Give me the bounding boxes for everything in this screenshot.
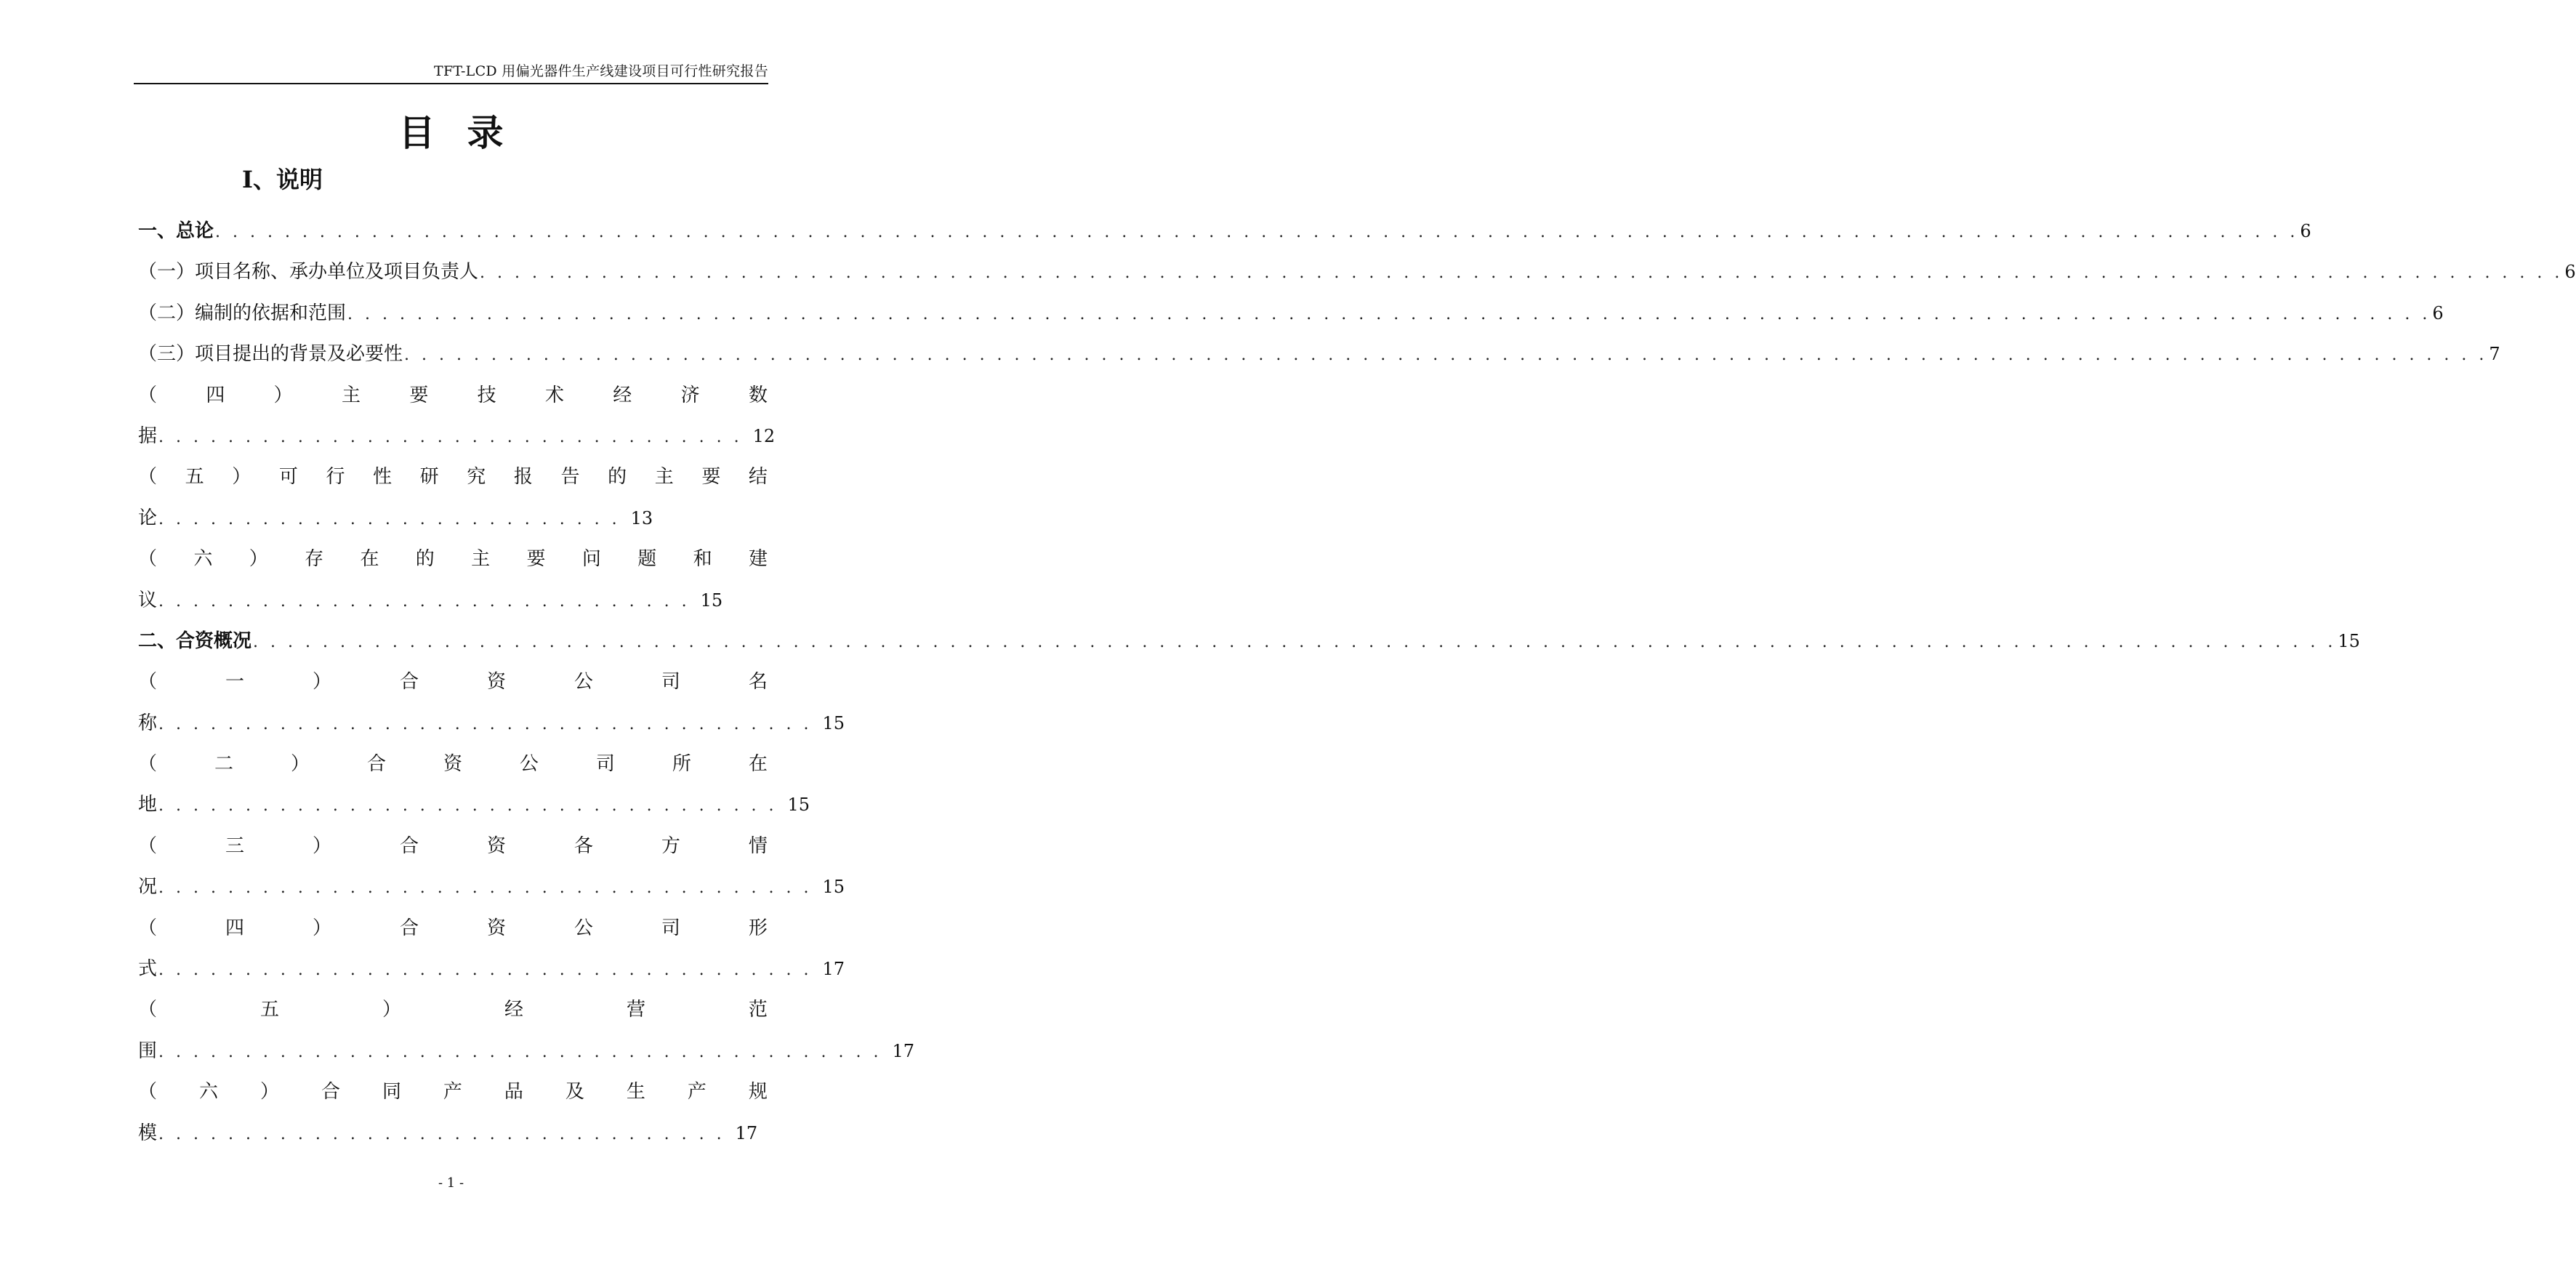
toc-dot-leader: . . . . . . . . . . . . . . . . . . . . . . . . . . . . . . . . . . . . . .: [158, 715, 813, 733]
toc-dot-leader: . . . . . . . . . . . . . . . . . . . . . . . . . . . . . . . . . . . . . . . . . . . . . . . . . . . . . . . . . . . . . . . . . . . . . . . . . . . . . . . . . . . . . . . . . . . . . . . . . . . . . . . . . . . . . . . . . . . . . . . .: [215, 223, 2299, 241]
toc-entry-char: 在: [748, 753, 768, 776]
toc-entry-char: 公: [573, 671, 593, 693]
toc-entry-char: 技: [477, 384, 496, 406]
toc-entry-char: 各: [573, 834, 593, 857]
toc-entry-char: 在: [360, 548, 379, 571]
toc-entry-char: 资: [443, 753, 462, 776]
toc-section-entry-justified[interactable]: [138, 908, 768, 949]
toc-entry-char: 名: [748, 671, 768, 693]
toc-section-entry-justified[interactable]: [138, 989, 768, 1030]
toc-entry-char: 数: [748, 384, 768, 406]
toc-entry-label: 式: [138, 958, 158, 981]
toc-entry-char: 要: [409, 384, 429, 406]
toc-entry-char: 资: [486, 671, 506, 693]
toc-dot-leader: . . . . . . . . . . . . . . . . . . . . . . . . . . . . . . . . . . . . . . . . . . . . . . . . . . . . . . . . . . . . . . . . . . . . . . . . . . . . . . . . . . . . . . . . . . . . . . . . . . . . . . . . . . . . . . . . . . . . . . . .: [404, 346, 2488, 365]
toc-entry-char: 生: [626, 1081, 645, 1103]
toc-page-number: 15: [822, 877, 845, 898]
toc-entry-char: 合: [399, 917, 419, 939]
toc-entry-char: 究: [467, 466, 486, 488]
toc-entry-char: 的: [415, 548, 435, 571]
toc-entry-char: （: [138, 753, 158, 776]
toc-entry-char: 三: [225, 834, 244, 857]
page-title: 目录: [398, 111, 536, 154]
toc-page-number: 17: [822, 959, 845, 980]
toc-entry-char: 二: [214, 753, 233, 776]
toc-entry-char: 要: [526, 548, 546, 571]
toc-entry-char: 可: [278, 466, 298, 488]
toc-dot-leader: . . . . . . . . . . . . . . . . . . . . . . . . . . . . . . . . . . . . . . . . . .: [158, 1042, 882, 1061]
toc-entry-char: 合: [366, 753, 386, 776]
toc-section-entry[interactable]: [138, 293, 2444, 334]
toc-entry-label: 模: [138, 1122, 158, 1144]
toc-entry-char: （: [138, 834, 158, 857]
toc-entry-char: 营: [626, 999, 645, 1021]
toc-section-entry-justified[interactable]: [138, 375, 768, 416]
toc-entry-char: 一: [225, 671, 244, 693]
toc-entry-char: （: [138, 1081, 158, 1103]
toc-entry-char: 所: [672, 753, 691, 776]
toc-dot-leader: . . . . . . . . . . . . . . . . . . . . . . . . . . . . . . . . . . . . . . . . . . . . . . . . . . . . . . . . . . . . . . . . . . . . . . . . . . . . . . . . . . . . . . . . . . . . . . . . . . . . . . . . . . . . . . . . . . . . . . . .: [253, 632, 2337, 651]
toc-entry-char: （: [138, 548, 158, 571]
header-divider: [134, 83, 768, 84]
toc-chapter-entry[interactable]: [138, 621, 2360, 661]
toc-entry-char: 和: [693, 548, 712, 571]
toc-entry-char: 行: [326, 466, 345, 488]
toc-entry-label: 围: [138, 1039, 158, 1062]
toc-entry-continuation[interactable]: [138, 866, 845, 907]
toc-entry-char: ）: [273, 384, 293, 406]
toc-section-entry[interactable]: [138, 252, 2576, 292]
toc-entry-label: 况: [138, 876, 158, 898]
toc-section-entry-justified[interactable]: [138, 539, 768, 579]
toc-section-entry-justified[interactable]: [138, 744, 768, 784]
toc-entry-char: 司: [661, 671, 680, 693]
toc-entry-char: （: [138, 671, 158, 693]
toc-page-number: 7: [2489, 344, 2500, 365]
toc-entry-label: 一、总论: [138, 220, 214, 242]
toc-page-number: 17: [735, 1122, 758, 1143]
toc-page-number: 6: [2564, 262, 2576, 283]
toc-entry-char: 建: [748, 548, 768, 571]
toc-entry-label: 论: [138, 507, 158, 529]
toc-entry-char: 品: [504, 1081, 523, 1103]
toc-entry-char: 同: [382, 1081, 401, 1103]
toc-entry-char: 六: [198, 1081, 218, 1103]
toc-entry-char: 范: [748, 999, 768, 1021]
toc-entry-char: 方: [661, 834, 680, 857]
toc-page-number: 17: [892, 1040, 914, 1061]
toc-entry-char: 经: [613, 384, 632, 406]
toc-entry-label: （二）编制的依据和范围: [138, 302, 347, 324]
toc-entry-char: ）: [259, 1081, 279, 1103]
toc-entry-continuation[interactable]: [138, 703, 845, 744]
toc-entry-char: 资: [486, 834, 506, 857]
toc-dot-leader: . . . . . . . . . . . . . . . . . . . . . . . . . . . . . . . . .: [158, 1125, 725, 1143]
toc-page-number: 15: [2338, 630, 2360, 651]
toc-entry-char: 产: [443, 1081, 462, 1103]
toc-dot-leader: . . . . . . . . . . . . . . . . . . . . . . . . . . .: [158, 510, 621, 528]
toc-entry-continuation[interactable]: [138, 1031, 914, 1071]
toc-entry-char: 四: [225, 917, 244, 939]
toc-entry-char: 问: [581, 548, 601, 571]
toc-entry-char: （: [138, 917, 158, 939]
toc-entry-char: 六: [193, 548, 213, 571]
toc-entry-char: 的: [608, 466, 627, 488]
toc-entry-char: 规: [748, 1081, 768, 1103]
toc-entry-char: 合: [399, 834, 419, 857]
toc-page-number: 15: [822, 712, 845, 733]
toc-entry-char: 题: [637, 548, 657, 571]
toc-entry-char: ）: [382, 999, 401, 1021]
toc-entry-char: 形: [748, 917, 768, 939]
toc-entry-char: 情: [748, 834, 768, 857]
toc-entry-char: 公: [519, 753, 539, 776]
toc-entry-char: 五: [259, 999, 279, 1021]
section-heading: Ⅰ、说明: [242, 166, 323, 193]
toc-entry-char: 产: [687, 1081, 707, 1103]
toc-entry-char: 及: [565, 1081, 584, 1103]
toc-entry-label: 称: [138, 712, 158, 734]
toc-entry-continuation[interactable]: [138, 580, 768, 621]
toc-entry-char: ）: [312, 671, 331, 693]
toc-entry-char: （: [138, 466, 158, 488]
toc-entry-char: 术: [544, 384, 564, 406]
toc-page-number: 6: [2300, 221, 2311, 241]
toc-entry-char: 合: [399, 671, 419, 693]
toc-chapter-entry[interactable]: [138, 211, 2311, 252]
toc-page-number: 12: [752, 425, 776, 446]
toc-entry-continuation[interactable]: [138, 498, 768, 539]
toc-entry-char: ）: [249, 548, 268, 571]
toc-page-number: 15: [787, 795, 810, 816]
toc-entry-char: 四: [206, 384, 225, 406]
toc-entry-char: ）: [312, 834, 331, 857]
toc-dot-leader: . . . . . . . . . . . . . . . . . . . . . . . . . . . . . . . . . . . . . .: [158, 961, 813, 980]
page-number: - 1 -: [438, 1175, 464, 1191]
toc-entry-continuation[interactable]: [138, 416, 776, 456]
toc-entry-label: （三）项目提出的背景及必要性: [138, 343, 403, 366]
toc-entry-char: 主: [471, 548, 491, 571]
toc-entry-char: 主: [654, 466, 674, 488]
running-header: TFT-LCD 用偏光器件生产线建设项目可行性研究报告: [433, 63, 768, 79]
toc-entry-char: ）: [232, 466, 251, 488]
toc-entry-char: （: [138, 999, 158, 1021]
toc-entry-char: 性: [373, 466, 393, 488]
toc-entry-continuation[interactable]: [138, 784, 810, 825]
toc-entry-char: 告: [560, 466, 580, 488]
toc-entry-char: 五: [185, 466, 204, 488]
toc-entry-char: 司: [661, 917, 680, 939]
toc-section-entry[interactable]: [138, 334, 2500, 374]
toc-dot-leader: . . . . . . . . . . . . . . . . . . . . . . . . . . . . . . . . . . . . . . . . . . . . . . . . . . . . . . . . . . . . . . . . . . . . . . . . . . . . . . . . . . . . . . . . . . . . . . . . . . . . . . . . . . . . . . . . . . . . . . . .: [480, 264, 2564, 283]
toc-dot-leader: . . . . . . . . . . . . . . . . . . . . . . . . . . . . . . . . . . . . . .: [158, 879, 813, 898]
toc-entry-label: 地: [138, 794, 158, 816]
toc-dot-leader: . . . . . . . . . . . . . . . . . . . . . . . . . . . . . . . . . . . .: [158, 797, 778, 816]
table-of-contents: [138, 211, 2576, 1154]
toc-section-entry-justified[interactable]: [138, 661, 768, 702]
toc-section-entry-justified[interactable]: [138, 826, 768, 866]
toc-page-number: 13: [630, 507, 653, 528]
toc-dot-leader: . . . . . . . . . . . . . . . . . . . . . . . . . . . . . . . . . .: [158, 427, 743, 446]
toc-dot-leader: . . . . . . . . . . . . . . . . . . . . . . . . . . . . . . .: [158, 592, 691, 611]
toc-entry-label: 据: [138, 425, 158, 447]
toc-page-number: 15: [700, 590, 723, 611]
toc-entry-char: 济: [680, 384, 700, 406]
toc-section-entry-justified[interactable]: [138, 456, 768, 497]
toc-entry-char: 资: [486, 917, 506, 939]
toc-entry-char: ）: [290, 753, 310, 776]
toc-entry-char: 司: [595, 753, 615, 776]
toc-entry-continuation[interactable]: [138, 949, 845, 989]
toc-entry-char: 报: [513, 466, 533, 488]
toc-entry-label: 二、合资概况: [138, 630, 252, 652]
toc-page-number: 6: [2432, 302, 2444, 323]
toc-entry-label: 议: [138, 589, 158, 611]
toc-section-entry-justified[interactable]: [138, 1071, 768, 1112]
toc-entry-char: 研: [419, 466, 439, 488]
toc-entry-char: （: [138, 384, 158, 406]
toc-entry-char: 经: [504, 999, 523, 1021]
toc-entry-continuation[interactable]: [138, 1113, 768, 1154]
toc-entry-char: ）: [312, 917, 331, 939]
toc-entry-char: 结: [748, 466, 768, 488]
toc-entry-char: 要: [701, 466, 721, 488]
toc-entry-char: 存: [305, 548, 324, 571]
toc-entry-char: 公: [573, 917, 593, 939]
toc-entry-label: （一）项目名称、承办单位及项目负责人: [138, 261, 479, 283]
toc-entry-char: 主: [341, 384, 361, 406]
toc-entry-char: 合: [321, 1081, 340, 1103]
toc-dot-leader: . . . . . . . . . . . . . . . . . . . . . . . . . . . . . . . . . . . . . . . . . . . . . . . . . . . . . . . . . . . . . . . . . . . . . . . . . . . . . . . . . . . . . . . . . . . . . . . . . . . . . . . . . . . . . . . . . . . . . . . .: [347, 305, 2431, 323]
